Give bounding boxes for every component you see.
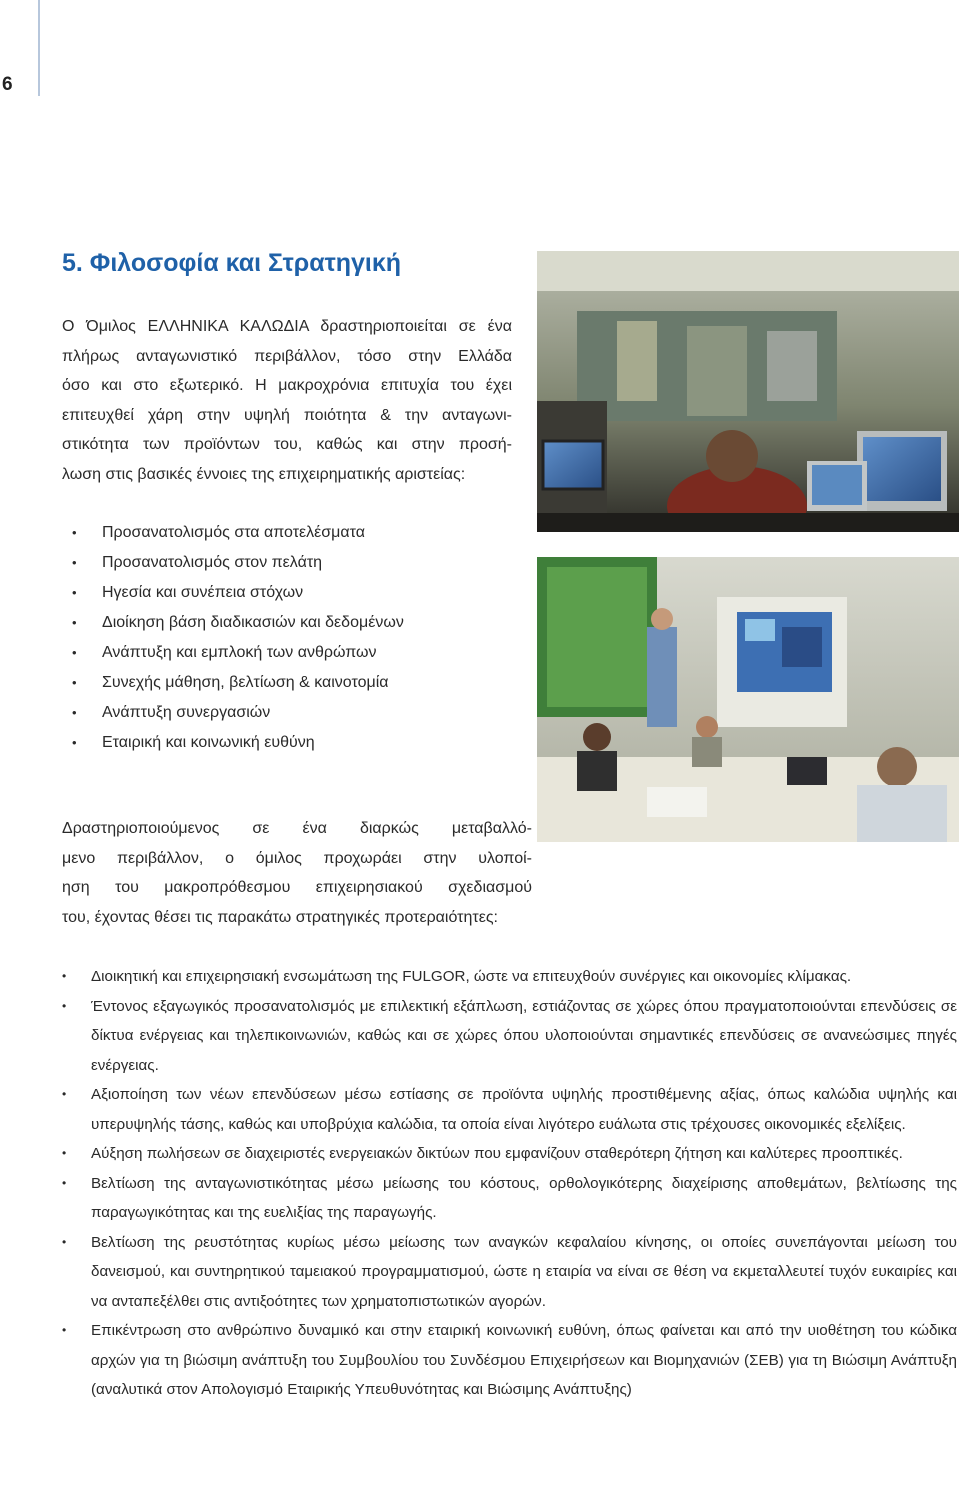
priority-item: • Διοικητική και επιχειρησιακή ενσωμάτωση της FULGOR, ώστε να επιτευχθούν συνέργιες και οικονομίες κλίμακας.	[62, 962, 957, 992]
intro-line: επιτευχθεί χάρη στην υψηλή ποιότητα & την ανταγωνι-	[62, 406, 512, 424]
principle-item: • Προσανατολισμός στα αποτελέσματα	[72, 518, 404, 548]
section-title: 5. Φιλοσοφία και Στρατηγική	[62, 249, 402, 277]
intro-line: όσο και στο εξωτερικό. Η μακροχρόνια επιτυχία του έχει	[62, 377, 512, 394]
intro-line: Ο Όμιλος ΕΛΛΗΝΙΚΑ ΚΑΛΩΔΙΑ δραστηριοποιείται σε ένα	[62, 318, 512, 335]
intro-paragraph	[62, 312, 512, 489]
page-margin-rule	[38, 0, 40, 96]
principle-item: • Συνεχής μάθηση, βελτίωση & καινοτομία	[72, 668, 404, 698]
intro-line: λωση στις βασικές έννοιες της επιχειρηματικής αριστείας:	[62, 465, 466, 483]
strategy-intro-line: Δραστηριοποιούμενος σε ένα διαρκώς μεταβαλλό-	[62, 820, 532, 837]
priority-item: • Επικέντρωση στο ανθρώπινο δυναμικό και στην εταιρική κοινωνική ευθύνη, όπως φαίνεται και από την υιοθέτηση του κώδικα αρχών για τη βιώσιμη ανάπτυξη του Συμβουλίου του Συνδέσμου Επιχειρήσεων και Βιομηχανιών (ΣΕΒ) για τη Βιώσιμη Ανάπτυξη (αναλυτικά στον Απολογισμό Εταιρικής Υπευθυνότητας και Βιώσιμης Ανάπτυξης)	[62, 1316, 957, 1405]
meeting-room-photo	[537, 557, 959, 842]
strategy-intro-paragraph	[62, 814, 532, 932]
intro-line: στικότητα των προϊόντων του, καθώς και στην προσή-	[62, 436, 512, 453]
principle-item: • Ηγεσία και συνέπεια στόχων	[72, 578, 404, 608]
page-number: 6	[2, 74, 13, 95]
principle-item: • Διοίκηση βάση διαδικασιών και δεδομένων	[72, 608, 404, 638]
principle-item: • Ανάπτυξη συνεργασιών	[72, 698, 404, 728]
strategy-intro-line: του, έχοντας θέσει τις παρακάτω στρατηγικές προτεραιότητες:	[62, 908, 498, 926]
priority-item: • Αξιοποίηση των νέων επενδύσεων μέσω εστίασης σε προϊόντα υψηλής προστιθέμενης αξίας, όπως καλώδια υψηλής και υπερυψηλής τάσης, καθώς και υποβρύχια καλώδια, τα οποία είναι λιγότερο ευάλωτα στις τρέχουσες οικονομικές εξελίξεις.	[62, 1080, 957, 1139]
intro-line: πλήρως ανταγωνιστικό περιβάλλον, τόσο στην Ελλάδα	[62, 347, 512, 365]
strategic-priorities-list	[62, 962, 957, 1405]
control-room-photo	[537, 251, 959, 532]
strategy-intro-line: μενο περιβάλλον, ο όμιλος προχωράει στην υλοποί-	[62, 849, 532, 867]
strategy-intro-line: ηση του μακροπρόθεσμου επιχειρησιακού σχεδιασμού	[62, 879, 532, 896]
principle-item: • Προσανατολισμός στον πελάτη	[72, 548, 404, 578]
excellence-principles-list	[72, 518, 404, 758]
priority-item: • Βελτίωση της ρευστότητας κυρίως μέσω μείωσης των αναγκών κεφαλαίου κίνησης, οι οποίες συνεπάγονται μείωση του δανεισμού, και συντηρητικού ταμειακού προγραμματισμού, ώστε η εταιρία να είναι σε θέση να εκμεταλλευτεί τυχόν ευκαιρίες και να ανταπεξέλθει στις αντιξοότητες των χρηματοπιστωτικών αγορών.	[62, 1228, 957, 1317]
priority-item: • Βελτίωση της ανταγωνιστικότητας μέσω μείωσης του κόστους, ορθολογικότερης διαχείρισης αποθεμάτων, βελτίωσης της παραγωγικότητας και της ευελιξίας της παραγωγής.	[62, 1169, 957, 1228]
principle-item: • Ανάπτυξη και εμπλοκή των ανθρώπων	[72, 638, 404, 668]
priority-item: • Αύξηση πωλήσεων σε διαχειριστές ενεργειακών δικτύων που εμφανίζουν σταθερότερη ζήτηση και καλύτερες προοπτικές.	[62, 1139, 957, 1169]
priority-item: • Έντονος εξαγωγικός προσανατολισμός με επιλεκτική εξάπλωση, εστιάζοντας σε χώρες όπου πραγματοποιούνται επενδύσεις σε δίκτυα ενέργειας και τηλεπικοινωνιών, καθώς και σε χώρες όπου υλοποιούνται σημαντικές επενδύσεις σε ανανεώσιμες πηγές ενέργειας.	[62, 992, 957, 1081]
principle-item: • Εταιρική και κοινωνική ευθύνη	[72, 728, 404, 758]
